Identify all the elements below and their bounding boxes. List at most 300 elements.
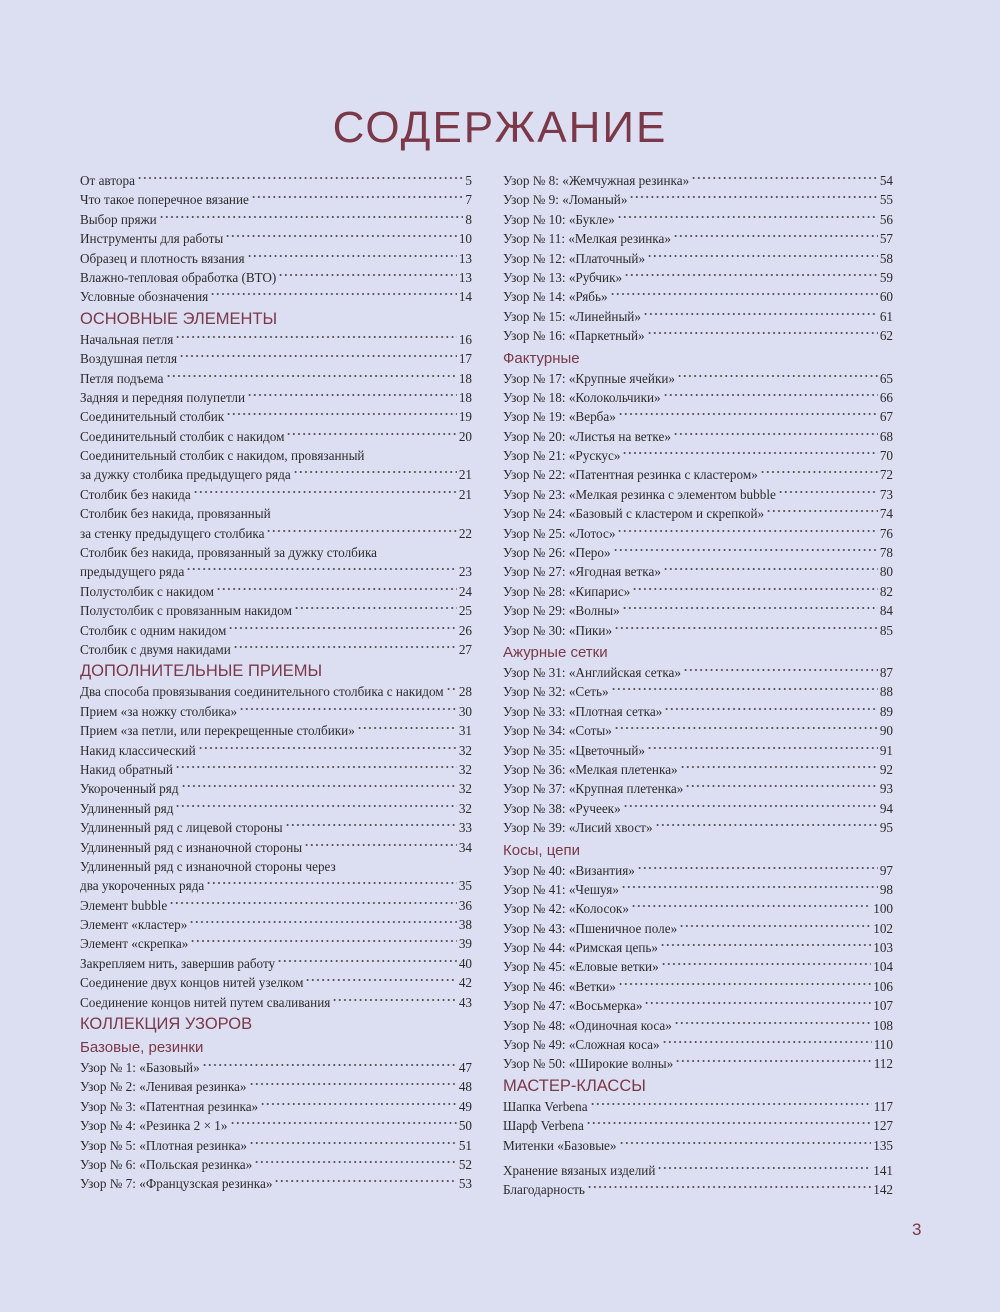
toc-entry-label: Узор № 6: «Польская резинка» xyxy=(80,1156,253,1172)
toc-entry-page: 57 xyxy=(879,231,893,247)
toc-entry-label: Узор № 26: «Перо» xyxy=(503,545,611,561)
toc-entry-page: 13 xyxy=(458,269,472,285)
dot-leader xyxy=(278,271,457,279)
dot-leader xyxy=(193,488,457,496)
toc-entry-page: 103 xyxy=(873,940,893,956)
toc-entry-label: Элемент «скрепка» xyxy=(80,936,189,952)
dot-leader xyxy=(230,1119,457,1127)
toc-entry[interactable] xyxy=(503,504,893,523)
toc-entry[interactable] xyxy=(503,524,893,543)
toc-entry-label: Узор № 19: «Верба» xyxy=(503,409,616,425)
dot-leader xyxy=(647,744,878,752)
toc-entry-page: 21 xyxy=(458,486,472,502)
toc-entry[interactable] xyxy=(503,919,893,938)
dot-leader xyxy=(622,449,877,457)
toc-entry[interactable] xyxy=(80,268,472,287)
toc-entry[interactable] xyxy=(503,899,893,918)
toc-entry[interactable] xyxy=(80,407,472,426)
toc-entry-label: Узор № 1: «Базовый» xyxy=(80,1060,200,1076)
dot-leader xyxy=(190,937,457,945)
toc-entry[interactable] xyxy=(80,1174,472,1193)
dot-leader xyxy=(675,1057,871,1065)
toc-entry-label: Узор № 46: «Ветки» xyxy=(503,978,616,994)
toc-entry-page: 32 xyxy=(458,800,472,816)
dot-leader xyxy=(637,864,878,872)
toc-entry-page: 23 xyxy=(458,564,472,580)
toc-entry-label: Элемент «кластер» xyxy=(80,917,188,933)
toc-entry[interactable] xyxy=(503,287,893,306)
toc-entry-page: 33 xyxy=(458,820,472,836)
subsection-heading: Ажурные сетки xyxy=(503,643,608,661)
toc-entry[interactable] xyxy=(503,1035,893,1054)
dot-leader xyxy=(674,1019,871,1027)
toc-entry-label: Прием «за петли, или перекрещенные столбики» xyxy=(80,723,355,739)
toc-entry-label: Узор № 8: «Жемчужная резинка» xyxy=(503,173,690,188)
dot-leader xyxy=(286,430,456,438)
toc-entry[interactable] xyxy=(80,838,472,857)
toc-entry-line: Столбик без накида, провязанный xyxy=(80,506,271,522)
dot-leader xyxy=(680,763,878,771)
toc-entry-label: Удлиненный ряд с лицевой стороны xyxy=(80,820,283,836)
toc-entry-page: 32 xyxy=(458,761,472,777)
toc-entry[interactable] xyxy=(503,582,893,601)
dot-leader xyxy=(760,468,878,476)
toc-entry-page: 31 xyxy=(458,723,472,739)
page-title: СОДЕРЖАНИЕ xyxy=(332,103,668,152)
toc-entry-label: Узор № 40: «Византия» xyxy=(503,862,635,878)
toc-entry[interactable] xyxy=(503,388,893,407)
toc-entry[interactable] xyxy=(80,1136,472,1155)
toc-entry-line: Столбик без накида, провязанный за дужку столбика xyxy=(80,545,378,561)
toc-entry-label: Соединительный столбик с накидом xyxy=(80,428,285,444)
section-heading: МАСТЕР-КЛАССЫ xyxy=(503,1076,646,1095)
toc-entry-page: 102 xyxy=(873,920,893,936)
toc-entry-label: Узор № 16: «Паркетный» xyxy=(503,328,645,344)
dot-leader xyxy=(685,782,877,790)
toc-entry-label: Узор № 41: «Чешуя» xyxy=(503,881,619,897)
toc-entry[interactable] xyxy=(80,369,472,388)
toc-entry-label: Узор № 15: «Линейный» xyxy=(503,308,641,324)
toc-entry[interactable] xyxy=(80,702,472,721)
toc-entry[interactable] xyxy=(503,249,893,268)
dot-leader xyxy=(663,565,878,573)
toc-entry-page: 13 xyxy=(458,250,472,266)
dot-leader xyxy=(631,902,871,910)
dot-leader xyxy=(586,1119,871,1127)
toc-entry-page: 43 xyxy=(458,994,472,1010)
toc-entry-label: Узор № 25: «Лотос» xyxy=(503,525,616,541)
toc-entry-label: Закрепляем нить, завершив работу xyxy=(80,955,276,971)
toc-entry[interactable] xyxy=(80,621,472,640)
toc-entry-page: 51 xyxy=(458,1137,472,1153)
toc-entry-page: 91 xyxy=(879,742,893,758)
toc-entry-page: 30 xyxy=(458,703,472,719)
toc-entry-page: 72 xyxy=(879,467,893,483)
toc-entry[interactable] xyxy=(503,938,893,957)
toc-entry-page: 117 xyxy=(873,1098,893,1114)
dot-leader xyxy=(683,666,878,674)
dot-leader xyxy=(210,290,457,298)
toc-entry-page: 127 xyxy=(873,1118,893,1134)
toc-entry-label: Шапка Verbena xyxy=(503,1098,588,1114)
dot-leader xyxy=(137,174,463,182)
dot-leader xyxy=(294,604,457,612)
toc-entry-page: 5 xyxy=(465,173,472,188)
dot-leader xyxy=(618,980,871,988)
toc-entry-label: Узор № 21: «Рускус» xyxy=(503,448,621,464)
dot-leader xyxy=(233,643,457,651)
toc-entry[interactable] xyxy=(503,996,893,1015)
dot-leader xyxy=(175,763,457,771)
toc-entry-label: Шарф Verbena xyxy=(503,1118,584,1134)
toc-entry[interactable] xyxy=(80,915,472,934)
toc-entry-label: Укороченный ряд xyxy=(80,781,179,797)
toc-entry[interactable] xyxy=(80,287,472,306)
dot-leader xyxy=(189,918,456,926)
toc-entry-page: 97 xyxy=(879,862,893,878)
dot-leader xyxy=(446,685,457,693)
toc-entry[interactable] xyxy=(503,861,893,880)
dot-leader xyxy=(186,565,456,573)
toc-entry-label: Узор № 31: «Английская сетка» xyxy=(503,664,681,680)
toc-entry-label: Условные обозначения xyxy=(80,289,209,305)
toc-entry-page: 59 xyxy=(879,269,893,285)
toc-entry-label: Узор № 9: «Ломаный» xyxy=(503,192,628,208)
toc-entry-label: Воздушная петля xyxy=(80,351,178,367)
toc-entry[interactable] xyxy=(503,485,893,504)
dot-leader xyxy=(305,976,456,984)
dot-leader xyxy=(619,1139,872,1147)
toc-entry-page: 54 xyxy=(879,173,893,188)
toc-entry-page: 27 xyxy=(458,641,472,657)
toc-entry-label: Узор № 28: «Кипарис» xyxy=(503,583,631,599)
toc-entry[interactable] xyxy=(503,1054,893,1073)
toc-entry-label: Прием «за ножку столбика» xyxy=(80,703,238,719)
subsection-heading: Косы, цепи xyxy=(503,841,580,859)
toc-entry-page: 84 xyxy=(879,603,893,619)
toc-entry[interactable] xyxy=(503,663,893,682)
toc-entry-page: 39 xyxy=(458,936,472,952)
toc-entry-label: за дужку столбика предыдущего ряда xyxy=(80,467,291,483)
dot-leader xyxy=(590,1100,872,1108)
dot-leader xyxy=(202,1061,457,1069)
dot-leader xyxy=(617,213,878,221)
toc-entry-label: Узор № 47: «Восьмерка» xyxy=(503,998,643,1014)
dot-leader xyxy=(225,232,457,240)
toc-entry[interactable] xyxy=(503,741,893,760)
subsection-heading: Базовые, резинки xyxy=(80,1039,204,1057)
toc-entry[interactable] xyxy=(503,268,893,287)
toc-entry-label: предыдущего ряда xyxy=(80,564,185,580)
toc-entry-page: 60 xyxy=(879,289,893,305)
toc-entry-page: 18 xyxy=(458,370,472,386)
toc-entry[interactable] xyxy=(80,330,472,349)
toc-entry[interactable] xyxy=(80,229,472,248)
toc-entry[interactable] xyxy=(80,465,472,484)
toc-entry-label: Начальная петля xyxy=(80,331,174,347)
dot-leader xyxy=(175,333,457,341)
toc-entry-label: Узор № 3: «Патентная резинка» xyxy=(80,1098,259,1114)
dot-leader xyxy=(691,174,878,182)
dot-leader xyxy=(169,899,457,907)
toc-entry[interactable] xyxy=(503,446,893,465)
dot-leader xyxy=(166,372,457,380)
toc-entry[interactable] xyxy=(503,682,893,701)
toc-entry[interactable] xyxy=(503,307,893,326)
toc-entry-label: Выбор пряжи xyxy=(80,211,157,227)
toc-entry[interactable] xyxy=(80,249,472,268)
toc-entry[interactable] xyxy=(80,818,472,837)
toc-entry-page: 8 xyxy=(465,211,472,227)
toc-entry-label: Инструменты для работы xyxy=(80,231,224,247)
toc-entry-label: Узор № 29: «Волны» xyxy=(503,603,620,619)
toc-entry[interactable] xyxy=(80,1077,472,1096)
toc-entry[interactable] xyxy=(503,1180,893,1199)
toc-entry-page: 20 xyxy=(458,428,472,444)
dot-leader xyxy=(621,883,878,891)
toc-entry[interactable] xyxy=(503,326,893,345)
dot-leader xyxy=(181,782,457,790)
toc-entry[interactable] xyxy=(80,896,472,915)
toc-entry[interactable] xyxy=(503,407,893,426)
toc-entry[interactable] xyxy=(80,1058,472,1077)
toc-entry[interactable] xyxy=(503,543,893,562)
toc-entry[interactable] xyxy=(503,977,893,996)
dot-leader xyxy=(226,410,457,418)
toc-entry[interactable] xyxy=(80,1116,472,1135)
toc-entry[interactable] xyxy=(80,601,472,620)
toc-entry[interactable] xyxy=(80,190,472,209)
dot-leader xyxy=(647,252,878,260)
toc-entry[interactable] xyxy=(80,934,472,953)
toc-entry[interactable] xyxy=(80,779,472,798)
toc-entry-label: Узор № 24: «Базовый с кластером и скрепкой» xyxy=(503,506,765,522)
toc-entry-label: Узор № 14: «Рябь» xyxy=(503,289,608,305)
toc-entry[interactable] xyxy=(80,760,472,779)
toc-entry-label: Удлиненный ряд с изнаночной стороны xyxy=(80,839,303,855)
dot-leader xyxy=(614,724,878,732)
toc-entry-page: 34 xyxy=(458,839,472,855)
toc-entry-label: Узор № 37: «Крупная плетенка» xyxy=(503,781,684,797)
toc-entry[interactable] xyxy=(80,210,472,229)
toc-column-left xyxy=(80,171,472,1194)
toc-entry-page: 89 xyxy=(879,703,893,719)
toc-entry-label: Узор № 50: «Широкие волны» xyxy=(503,1056,674,1072)
toc-entry-page: 56 xyxy=(879,211,893,227)
toc-entry-label: Элемент bubble xyxy=(80,897,168,913)
toc-entry-label: Полустолбик с накидом xyxy=(80,583,214,599)
toc-entry[interactable] xyxy=(503,760,893,779)
dot-leader xyxy=(647,329,878,337)
dot-leader xyxy=(260,1100,457,1108)
toc-entry[interactable] xyxy=(503,465,893,484)
toc-entry[interactable] xyxy=(80,741,472,760)
dot-leader xyxy=(274,1177,456,1185)
toc-entry-page: 90 xyxy=(879,723,893,739)
toc-entry-label: Узор № 7: «Французская резинка» xyxy=(80,1176,273,1192)
toc-entry[interactable] xyxy=(80,388,472,407)
toc-entry[interactable] xyxy=(80,427,472,446)
dot-leader xyxy=(216,585,457,593)
toc-entry[interactable] xyxy=(503,1097,893,1116)
toc-entry[interactable] xyxy=(80,1155,472,1174)
toc-entry-page: 18 xyxy=(458,389,472,405)
toc-entry-page: 112 xyxy=(873,1056,893,1072)
dot-leader xyxy=(332,996,456,1004)
toc-entry-page: 95 xyxy=(879,820,893,836)
toc-entry-label: Узор № 30: «Пики» xyxy=(503,622,613,638)
toc-entry[interactable] xyxy=(503,210,893,229)
toc-entry-label: Узор № 4: «Резинка 2 × 1» xyxy=(80,1118,228,1134)
toc-entry-page: 49 xyxy=(458,1098,472,1114)
toc-entry[interactable] xyxy=(503,621,893,640)
toc-entry[interactable] xyxy=(503,1116,893,1135)
toc-entry-page: 110 xyxy=(873,1037,893,1053)
toc-entry-label: Узор № 32: «Сеть» xyxy=(503,684,609,700)
toc-entry[interactable] xyxy=(503,1016,893,1035)
toc-entry-label: Благодарность xyxy=(503,1182,585,1198)
toc-entry[interactable] xyxy=(503,1136,893,1155)
toc-entry-page: 52 xyxy=(458,1156,472,1172)
toc-entry[interactable] xyxy=(80,721,472,740)
dot-leader xyxy=(254,1158,457,1166)
toc-entry-page: 100 xyxy=(873,901,893,917)
dot-leader xyxy=(662,1038,872,1046)
toc-entry[interactable] xyxy=(80,1097,472,1116)
toc-entry-label: Митенки «Базовые» xyxy=(503,1137,617,1153)
toc-entry[interactable] xyxy=(503,369,893,388)
toc-entry-page: 80 xyxy=(879,564,893,580)
toc-entry[interactable] xyxy=(503,957,893,976)
toc-entry-page: 25 xyxy=(458,603,472,619)
toc-entry-label: Соединительный столбик xyxy=(80,409,225,425)
section-heading: ОСНОВНЫЕ ЭЛЕМЕНТЫ xyxy=(80,309,278,328)
dot-leader xyxy=(673,232,878,240)
toc-entry[interactable] xyxy=(503,702,893,721)
toc-entry[interactable] xyxy=(80,485,472,504)
toc-entry-page: 98 xyxy=(879,881,893,897)
dot-leader xyxy=(617,527,877,535)
toc-entry[interactable] xyxy=(80,640,472,659)
dot-leader xyxy=(610,290,878,298)
toc-entry-page: 135 xyxy=(873,1137,893,1153)
toc-entry[interactable] xyxy=(503,229,893,248)
toc-entry[interactable] xyxy=(80,524,472,543)
toc-entry-page: 35 xyxy=(458,878,472,894)
dot-leader xyxy=(251,193,464,201)
toc-entry-label: Узор № 33: «Плотная сетка» xyxy=(503,703,663,719)
dot-leader xyxy=(655,821,878,829)
toc-entry[interactable] xyxy=(503,427,893,446)
toc-entry-page: 26 xyxy=(458,622,472,638)
toc-entry-page: 17 xyxy=(458,351,472,367)
toc-entry[interactable] xyxy=(80,171,472,190)
dot-leader xyxy=(249,1080,457,1088)
toc-entry[interactable] xyxy=(503,880,893,899)
toc-entry[interactable] xyxy=(80,582,472,601)
toc-entry[interactable] xyxy=(503,779,893,798)
toc-entry-label: Узор № 5: «Плотная резинка» xyxy=(80,1137,247,1153)
dot-leader xyxy=(673,430,878,438)
toc-entry-label: Столбик без накида xyxy=(80,486,191,502)
toc-entry-label: Узор № 13: «Рубчик» xyxy=(503,269,623,285)
toc-entry-label: Удлиненный ряд xyxy=(80,800,174,816)
toc-entry-page: 87 xyxy=(879,664,893,680)
toc-entry-label: Что такое поперечное вязание xyxy=(80,192,249,208)
toc-entry-label: Полустолбик с провязанным накидом xyxy=(80,603,292,619)
dot-leader xyxy=(632,585,878,593)
toc-entry-label: Узор № 48: «Одиночная коса» xyxy=(503,1017,672,1033)
toc-entry-label: Накид обратный xyxy=(80,761,173,777)
toc-entry-page: 65 xyxy=(879,370,893,386)
toc-entry-page: 48 xyxy=(458,1079,472,1095)
dot-leader xyxy=(304,841,457,849)
toc-entry[interactable] xyxy=(503,562,893,581)
dot-leader xyxy=(614,624,878,632)
toc-entry-page: 78 xyxy=(879,545,893,561)
toc-entry-label: Узор № 42: «Колосок» xyxy=(503,901,629,917)
dot-leader xyxy=(247,391,457,399)
toc-entry[interactable] xyxy=(503,601,893,620)
toc-entry[interactable] xyxy=(503,818,893,837)
toc-entry-page: 61 xyxy=(879,308,893,324)
toc-entry-page: 14 xyxy=(458,289,472,305)
toc-entry[interactable] xyxy=(80,876,472,895)
toc-entry-page: 67 xyxy=(879,409,893,425)
dot-leader xyxy=(618,410,878,418)
toc-entry-label: Узор № 27: «Ягодная ветка» xyxy=(503,564,661,580)
toc-entry[interactable] xyxy=(80,562,472,581)
toc-entry-page: 50 xyxy=(458,1118,472,1134)
dot-leader xyxy=(198,744,457,752)
toc-entry[interactable] xyxy=(80,349,472,368)
toc-entry-page: 88 xyxy=(879,684,893,700)
toc-entry[interactable] xyxy=(503,799,893,818)
toc-entry-page: 85 xyxy=(879,622,893,638)
toc-entry-label: Хранение вязаных изделий xyxy=(503,1162,656,1178)
toc-entry[interactable] xyxy=(503,190,893,209)
toc-entry[interactable] xyxy=(80,682,472,701)
toc-entry-page: 92 xyxy=(879,761,893,777)
toc-entry[interactable] xyxy=(503,171,893,190)
toc-entry-label: Образец и плотность вязания xyxy=(80,250,245,266)
toc-entry[interactable] xyxy=(80,973,472,992)
toc-entry-page: 47 xyxy=(458,1060,472,1076)
toc-entry-line: Соединительный столбик с накидом, провязанный xyxy=(80,448,365,464)
toc-entry-label: Узор № 10: «Букле» xyxy=(503,211,615,227)
toc-entry-label: Задняя и передняя полупетли xyxy=(80,389,246,405)
subsection-heading: Фактурные xyxy=(503,349,580,367)
toc-entry-label: Узор № 39: «Лисий хвост» xyxy=(503,820,653,836)
toc-entry-page: 93 xyxy=(879,781,893,797)
dot-leader xyxy=(179,352,457,360)
toc-entry[interactable] xyxy=(503,721,893,740)
toc-entry[interactable] xyxy=(80,954,472,973)
toc-entry-page: 32 xyxy=(458,742,472,758)
toc-entry[interactable] xyxy=(80,799,472,818)
toc-entry-page: 21 xyxy=(458,467,472,483)
toc-entry[interactable] xyxy=(503,1161,893,1180)
dot-leader xyxy=(293,468,457,476)
dot-leader xyxy=(622,604,878,612)
toc-column-right xyxy=(503,171,893,1200)
dot-leader xyxy=(159,213,464,221)
dot-leader xyxy=(660,941,871,949)
toc-entry-label: Узор № 43: «Пшеничное поле» xyxy=(503,920,678,936)
toc-entry[interactable] xyxy=(80,993,472,1012)
dot-leader xyxy=(266,527,456,535)
toc-entry-label: Узор № 49: «Сложная коса» xyxy=(503,1037,660,1053)
